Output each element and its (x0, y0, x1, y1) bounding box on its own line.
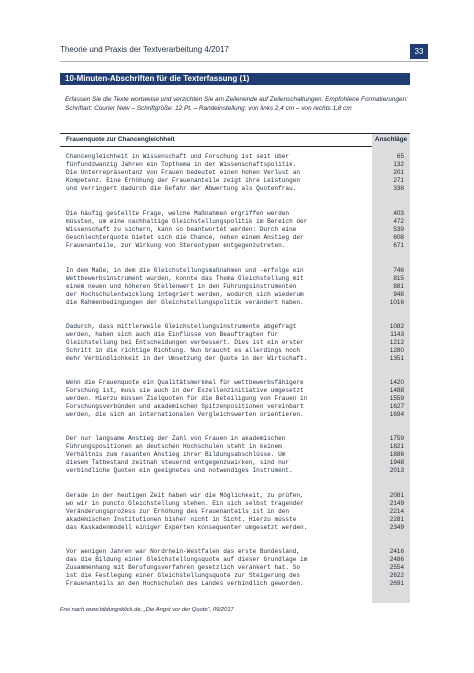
keystroke-count: 1143 (390, 330, 404, 338)
keystroke-count: 2149 (389, 499, 404, 507)
table-row (60, 451, 410, 459)
table-row (60, 556, 410, 564)
line-text: Wettbewerbsinstrument wurden, konnte das Thema Gleichstellung mit (66, 274, 304, 282)
keystroke-count: 201 (393, 168, 404, 176)
keystroke-count: 608 (393, 233, 404, 241)
line-text: Der nur langsame Anstieg der Zahl von Frauen in akademischen (66, 435, 286, 442)
line-text: ist die Festlegung einer Gleichstellungsquote zur Steigerung des (66, 571, 301, 579)
line-text: Geschlechterquote bietet sich die Chance, neben einem Anstieg der (66, 233, 304, 241)
table-row (60, 516, 410, 524)
keystroke-count: 1759 (389, 435, 404, 442)
table-row (60, 177, 410, 185)
line-text: der Hochschulentwicklung integriert werden, wodurch sich wiederum (66, 290, 304, 298)
keystroke-count: 881 (393, 282, 404, 290)
line-text: das Kaskadenmodell einiger Experten konsequenter umgesetzt werden. (66, 523, 308, 531)
table-row (60, 435, 410, 443)
keystroke-count: 2081 (389, 492, 404, 499)
keystroke-count: 1351 (389, 354, 404, 362)
line-text: wo wir in puncto Gleichstellung stehen. Ein sich selbst tragender (66, 499, 304, 507)
table-row (60, 387, 410, 395)
line-text: verbindliche Quoten ein geeignetes und notwendiges Instrument. (66, 466, 293, 474)
line-text: Wenn die Frauenquote ein Qualitätsmerkmal für wettbewerbsfähigere (66, 379, 304, 386)
keystroke-count: 1420 (389, 379, 404, 386)
table-header (60, 133, 410, 147)
table-row (60, 283, 410, 291)
keystroke-count: 2622 (389, 571, 404, 579)
keystroke-count: 338 (393, 184, 404, 192)
table-row (60, 267, 410, 275)
line-text: Die Unterrepräsentanz von Frauen bedeutet einen hohen Verlust an (66, 168, 301, 176)
keystroke-count: 948 (393, 290, 404, 298)
keystroke-count: 132 (393, 160, 404, 168)
line-text: Veränderungsprozess zur Erhöhung des Frauenanteils ist in den (66, 507, 290, 515)
table-row (60, 379, 410, 387)
line-text: Frauenanteile, zur Wirkung von Stereotypen entgegenzutreten. (66, 241, 286, 249)
table-row (60, 275, 410, 283)
keystroke-count: 2486 (389, 555, 404, 563)
line-text: diesem Tatbestand zeitnah steuernd entgegenzuwirken, sind nur (66, 458, 290, 466)
table-row (60, 291, 410, 299)
exercise-table (60, 133, 410, 603)
keystroke-count: 1559 (389, 394, 404, 402)
line-text: Zusammenhang mit Berufungsverfahren gesetzlich verankert hat. So (66, 563, 301, 571)
table-row (60, 580, 410, 588)
keystroke-count: 1212 (389, 338, 404, 346)
table-row (60, 548, 410, 556)
line-text: fünfundzwanzig Jahren ein Topthema in der Wissenschaftspolitik. (66, 160, 297, 168)
line-text: Gerade in der heutigen Zeit haben wir die Möglichkeit, zu prüfen, (66, 492, 304, 499)
table-row (60, 459, 410, 467)
table-row (60, 355, 410, 363)
table-row (60, 299, 410, 307)
text-paragraph (60, 435, 410, 474)
keystroke-count: 1082 (389, 323, 404, 330)
table-row (60, 492, 410, 500)
keystroke-count: 2349 (389, 523, 404, 531)
section-title: 10-Minuten-Abschriften für die Texterfassung (1) (60, 73, 410, 85)
line-text: akademischen Institutionen bisher nicht in Sicht. Hierzu müsste (66, 515, 297, 523)
keystroke-count: 815 (393, 274, 404, 282)
table-row (60, 185, 410, 193)
text-paragraph (60, 153, 410, 192)
line-text: Forschung ist, muss sie auch in der Exzellenzinitiative umgesetzt (66, 386, 304, 394)
table-row (60, 153, 410, 161)
table-row (60, 226, 410, 234)
keystroke-count: 1280 (389, 346, 404, 354)
line-text: Dadurch, dass mittlerweile Gleichstellungsinstrumente abgefragt (66, 323, 297, 330)
instructions-text: Erfassen Sie die Texte wortweise und verzichten Sie am Zeilenende auf Zeilenschaltungen. Empfohlene Formatierungen: Schriftart: Courier New – Schriftgröße: 12 Pt. – Randeinstellung: von links 2,4 cm – von rechts 1,8 cm (65, 96, 408, 112)
table-row (60, 524, 410, 532)
keystroke-count: 746 (393, 267, 404, 274)
table-row (60, 242, 410, 250)
table-row (60, 331, 410, 339)
text-paragraph (60, 492, 410, 531)
text-paragraph (60, 267, 410, 306)
line-text: einem neuen und höheren Stellenwert in den Führungsinstrumenten (66, 282, 297, 290)
keystroke-count: 2691 (389, 579, 404, 587)
keystroke-count: 65 (396, 153, 404, 160)
table-row (60, 500, 410, 508)
table-row (60, 234, 410, 242)
keystroke-count: 403 (393, 210, 404, 217)
table-row (60, 323, 410, 331)
count-column-header: Anschläge (372, 134, 410, 146)
keystroke-count: 472 (393, 217, 404, 225)
keystroke-count: 1016 (389, 298, 404, 306)
line-text: Forschungsverbünden und akademischen Spitzenpositionen vereinbart (66, 402, 304, 410)
text-paragraph (60, 379, 410, 418)
line-text: Verhältnis zum rasanten Anstieg ihrer Bildungsabschlüsse. Um (66, 450, 286, 458)
line-text: Gleichstellung bei Entscheidungen verbessert. Dies ist ein erster (66, 338, 304, 346)
line-text: In dem Maße, in dem die Gleichstellungsmaßnahmen und -erfolge ein (66, 267, 304, 274)
table-row (60, 210, 410, 218)
table-row (60, 395, 410, 403)
line-text: Wissenschaft zu sichern, kann so beantwortet werden: Durch eine (66, 225, 297, 233)
text-paragraph (60, 323, 410, 362)
keystroke-count: 271 (393, 176, 404, 184)
text-column-header: Frauenquote zur Chancengleichheit (66, 136, 175, 143)
table-row (60, 508, 410, 516)
page-number: 33 (410, 44, 428, 59)
keystroke-count: 2416 (389, 548, 404, 555)
table-row (60, 403, 410, 411)
keystroke-count: 2281 (389, 515, 404, 523)
line-text: müssten, um eine nachhaltige Gleichstellungspolitik im Bereich der (66, 217, 308, 225)
line-text: Frauenanteils an den Hochschulen des Landes verbindlich geworden. (66, 579, 304, 587)
table-row (60, 443, 410, 451)
table-row (60, 161, 410, 169)
table-row (60, 347, 410, 355)
keystroke-count: 2554 (389, 563, 404, 571)
text-paragraph (60, 210, 410, 249)
source-note: Frei nach www.bildungsklick.de, „Die Angst vor der Quote“, 09/2017 (60, 607, 234, 613)
table-row (60, 169, 410, 177)
line-text: Schritt in die richtige Richtung. Nun braucht es allerdings noch (66, 346, 301, 354)
line-text: das die Bildung einer Gleichstellungsquote auf dieser Grundlage im (66, 555, 308, 563)
text-paragraph (60, 548, 410, 587)
keystroke-count: 1488 (389, 386, 404, 394)
keystroke-count: 1821 (389, 442, 404, 450)
keystroke-count: 1948 (389, 458, 404, 466)
line-text: Vor wenigen Jahren war Nordrhein-Westfalen das erste Bundesland, (66, 548, 301, 555)
keystroke-count: 671 (393, 241, 404, 249)
table-row (60, 411, 410, 419)
line-text: die Rahmenbedingungen der Gleichstellungspolitik verändert haben. (66, 298, 304, 306)
table-row (60, 218, 410, 226)
keystroke-count: 539 (393, 225, 404, 233)
keystroke-count: 1627 (389, 402, 404, 410)
keystroke-count: 1694 (389, 410, 404, 418)
keystroke-count: 2013 (389, 466, 404, 474)
line-text: werden, haben sich auch die Einflüsse von Beauftragten für (66, 330, 279, 338)
line-text: Führungspositionen an deutschen Hochschulen steht in keinem (66, 442, 282, 450)
keystroke-count: 2214 (389, 507, 404, 515)
page-header (60, 44, 428, 62)
line-text: werden, die sich an internationalen Vergleichswerten orientieren. (66, 410, 304, 418)
line-text: werden. Hierzu müssen Zielquoten für die Beteiligung von Frauen in (66, 394, 308, 402)
table-row (60, 467, 410, 475)
line-text: und verringert dadurch die Gefahr der Abwertung als Quotenfrau. (66, 184, 297, 192)
table-row (60, 339, 410, 347)
line-text: mehr Verbindlichkeit in der Umsetzung der Quote in der Wirtschaft. (66, 354, 308, 362)
line-text: Chancengleichheit in Wissenschaft und Forschung ist seit über (66, 153, 290, 160)
table-row (60, 572, 410, 580)
table-row (60, 564, 410, 572)
keystroke-count: 1886 (389, 450, 404, 458)
line-text: Die häufig gestellte Frage, welche Maßnahmen ergriffen werden (66, 210, 290, 217)
line-text: Kompetenz. Eine Erhöhung der Frauenanteile zeigt ihre Leistungen (66, 176, 301, 184)
journal-title: Theorie und Praxis der Textverarbeitung 4/2017 (60, 45, 229, 54)
